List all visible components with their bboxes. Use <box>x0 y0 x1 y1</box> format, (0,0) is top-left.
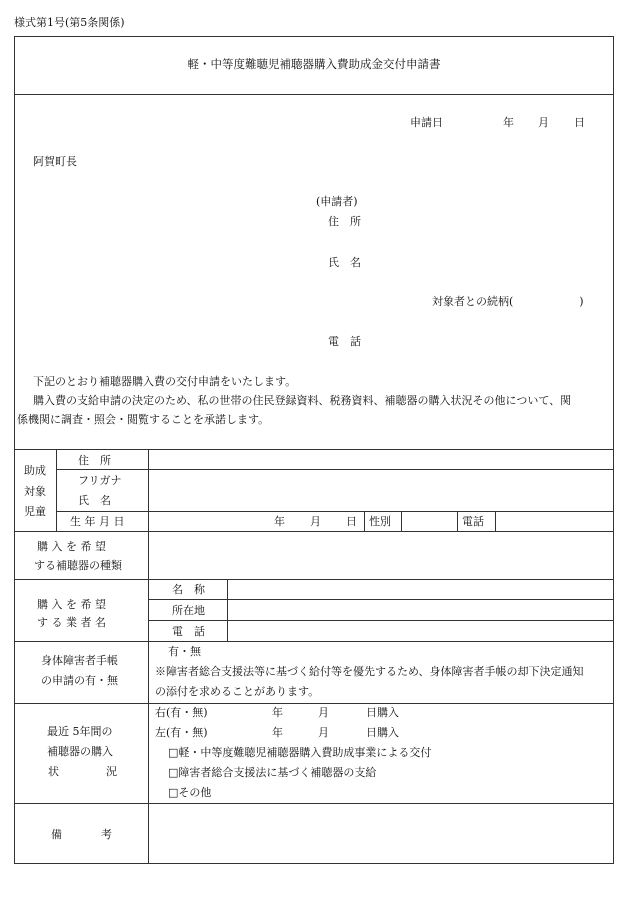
child-group-label: 児童 <box>24 505 46 518</box>
divider <box>364 511 365 531</box>
disability-book-note: の添付を求めることがあります。 <box>155 685 320 698</box>
child-address-label: 住 所 <box>78 454 111 467</box>
application-date-label: 申請日 <box>410 116 443 129</box>
divider <box>14 94 614 95</box>
vendor-location-label: 所在地 <box>172 604 205 617</box>
applicant-section-label: (申請者) <box>316 195 358 208</box>
hearing-aid-type-label: する補聴器の種類 <box>34 559 122 572</box>
left-purchase-label: 日購入 <box>366 726 399 739</box>
divider <box>148 599 614 600</box>
birth-year-label: 年 <box>274 515 285 528</box>
divider <box>14 803 614 804</box>
purchase-option-checkbox[interactable]: □障害者総合支援法に基づく補聴器の支給 <box>168 766 377 779</box>
vendor-name-label: 名 称 <box>172 583 205 596</box>
divider <box>56 511 614 512</box>
date-month-label: 月 <box>538 116 549 129</box>
child-name-label: 氏 名 <box>78 494 111 507</box>
statement-line: 購入費の支給申請の決定のため、私の世帯の住民登録資料、税務資料、補聴器の購入状況その他について、関 <box>33 394 572 407</box>
left-month-label: 月 <box>318 726 329 739</box>
hearing-aid-type-label: 購 入 を 希 望 <box>37 540 106 553</box>
disability-book-label: 身体障害者手帳 <box>41 654 118 667</box>
divider <box>401 511 402 531</box>
child-furigana-label: フリガナ <box>78 474 122 487</box>
divider <box>457 511 458 531</box>
divider <box>14 641 614 642</box>
left-ear-purchase: 左(有・無) <box>155 726 208 739</box>
right-purchase-label: 日購入 <box>366 706 399 719</box>
divider <box>495 511 496 531</box>
divider <box>14 531 614 532</box>
date-day-label: 日 <box>574 116 585 129</box>
form-title: 軽・中等度難聴児補聴器購入費助成金交付申請書 <box>187 57 441 71</box>
purchase-history-label: 況 <box>106 765 117 778</box>
vendor-phone-label: 電 話 <box>172 625 205 638</box>
birth-month-label: 月 <box>310 515 321 528</box>
divider <box>227 579 228 641</box>
purchase-option-checkbox[interactable]: □その他 <box>168 786 212 799</box>
child-birthdate-label: 生 年 月 日 <box>70 515 125 528</box>
statement-line: 下記のとおり補聴器購入費の交付申請をいたします。 <box>33 375 297 388</box>
purchase-history-label: 状 <box>48 765 59 778</box>
divider <box>14 449 614 450</box>
right-month-label: 月 <box>318 706 329 719</box>
divider <box>148 449 149 864</box>
child-group-label: 対象 <box>24 485 46 498</box>
right-year-label: 年 <box>272 706 283 719</box>
right-ear-purchase: 右(有・無) <box>155 706 208 719</box>
divider <box>14 579 614 580</box>
disability-book-label: の申請の有・無 <box>41 674 118 687</box>
remarks-label: 考 <box>101 828 112 841</box>
applicant-address-label: 住 所 <box>328 215 361 228</box>
statement-line: 係機関に調査・照会・閲覧することを承諾します。 <box>17 413 270 426</box>
remarks-label: 備 <box>51 828 62 841</box>
divider <box>148 620 614 621</box>
birth-day-label: 日 <box>346 515 357 528</box>
left-year-label: 年 <box>272 726 283 739</box>
sex-label: 性別 <box>369 515 391 528</box>
date-year-label: 年 <box>503 116 514 129</box>
vendor-label: 購 入 を 希 望 <box>37 598 106 611</box>
purchase-history-label: 最近 5年間の <box>47 725 113 738</box>
child-phone-label: 電話 <box>462 515 484 528</box>
addressee: 阿賀町長 <box>33 155 77 168</box>
form-number: 様式第1号(第5条関係) <box>14 16 125 29</box>
divider <box>56 449 57 531</box>
disability-book-choice: 有・無 <box>168 645 201 658</box>
child-group-label: 助成 <box>24 464 46 477</box>
divider <box>14 703 614 704</box>
disability-book-note: ※障害者総合支援法等に基づく給付等を優先するため、身体障害者手帳の却下決定通知 <box>155 665 584 678</box>
applicant-name-label: 氏 名 <box>328 256 361 269</box>
relation-label: 対象者との続柄( ) <box>432 295 584 308</box>
vendor-label: す る 業 者 名 <box>37 616 106 629</box>
purchase-option-checkbox[interactable]: □軽・中等度難聴児補聴器購入費助成事業による交付 <box>168 746 432 759</box>
application-form <box>14 36 614 864</box>
divider <box>56 469 614 470</box>
purchase-history-label: 補聴器の購入 <box>47 745 113 758</box>
applicant-phone-label: 電 話 <box>328 335 361 348</box>
